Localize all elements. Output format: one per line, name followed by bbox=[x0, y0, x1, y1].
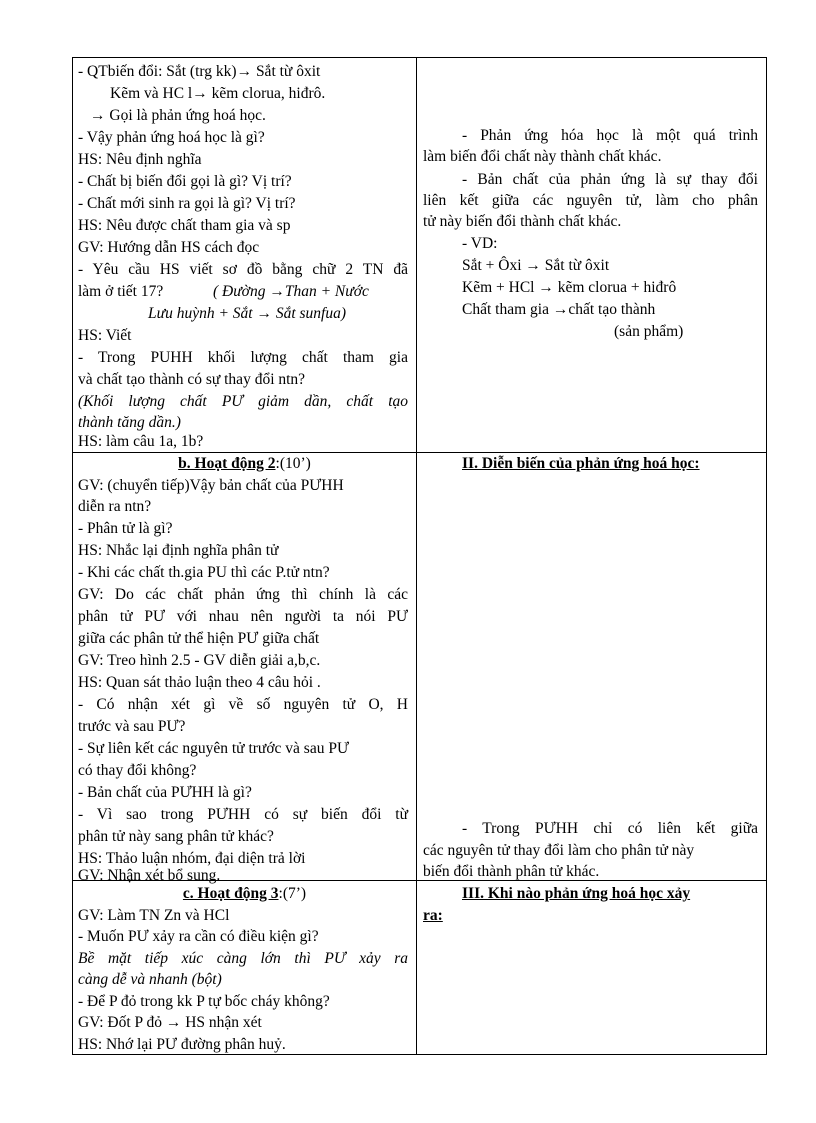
text-line: - Bản chất của phản ứng là sự thay đổi bbox=[462, 171, 758, 188]
text-line: - Trong PUHH khối lượng chất tham gia bbox=[78, 349, 408, 366]
text-line: - Có nhận xét gì về số nguyên tử O, H bbox=[78, 696, 408, 713]
text-line: - Chất bị biến đổi gọi là gì? Vị trí? bbox=[78, 173, 292, 190]
text-line: GV: (chuyển tiếp)Vậy bản chất của PƯHH bbox=[78, 477, 344, 494]
text-line: - VD: bbox=[462, 235, 498, 252]
text-line: Chất tham gia →chất tạo thành bbox=[462, 301, 656, 318]
text-line: tử này biến đổi thành chất khác. bbox=[423, 213, 622, 230]
text-line: Bề mặt tiếp xúc càng lớn thì PƯ xảy ra bbox=[78, 950, 408, 967]
text-line: phân tử PƯ với nhau nên người ta nói PƯ bbox=[78, 608, 408, 625]
text-line: thành tăng dần.) bbox=[78, 414, 181, 431]
section-2-heading: II. Diễn biến của phản ứng hoá học: bbox=[462, 455, 700, 472]
text-line: các nguyên tử thay đổi làm cho phân tử này bbox=[423, 842, 695, 859]
text-line: và chất tạo thành có sự thay đổi ntn? bbox=[78, 371, 306, 388]
text-line: GV: Hướng dẫn HS cách đọc bbox=[78, 239, 260, 256]
activity-3-heading bbox=[72, 884, 417, 904]
text-line: Kẽm + HCl → kẽm clorua + hiđrô bbox=[462, 279, 677, 296]
text-line: HS: Viết bbox=[78, 327, 132, 344]
activity-time: :(7’) bbox=[278, 885, 307, 902]
text-line: liên kết giữa các nguyên tử, làm cho phân bbox=[423, 192, 758, 209]
text-line: - Bản chất của PƯHH là gì? bbox=[78, 784, 252, 801]
text-line: - Để P đỏ trong kk P tự bốc cháy không? bbox=[78, 993, 330, 1010]
text-line: - Vì sao trong PƯHH có sự biến đổi từ bbox=[78, 806, 408, 823]
text-line: làm biến đổi chất này thành chất khác. bbox=[423, 148, 662, 165]
text-line: HS: Thảo luận nhóm, đại diện trả lời bbox=[78, 850, 306, 867]
text-line: - Trong PƯHH chỉ có liên kết giữa bbox=[462, 820, 758, 837]
section-3-heading-cont: ra: bbox=[423, 907, 443, 924]
text-line: ( Đường →Than + Nước bbox=[213, 283, 369, 300]
text-line: HS: làm câu 1a, 1b? bbox=[78, 433, 204, 450]
text-line: diễn ra ntn? bbox=[78, 498, 152, 515]
text-line: HS: Quan sát thảo luận theo 4 câu hỏi . bbox=[78, 674, 321, 691]
text-line: GV: Đốt P đỏ → HS nhận xét bbox=[78, 1014, 262, 1031]
text-line: có thay đổi không? bbox=[78, 762, 197, 779]
text-line: GV: Treo hình 2.5 - GV diễn giải a,b,c. bbox=[78, 652, 321, 669]
text-line: - Phân tử là gì? bbox=[78, 520, 173, 537]
section-3-heading: III. Khi nào phản ứng hoá học xảy bbox=[462, 885, 691, 902]
text-line: - Khi các chất th.gia PU thì các P.tử ntn? bbox=[78, 564, 330, 581]
text-line: - Chất mới sinh ra gọi là gì? Vị trí? bbox=[78, 195, 296, 212]
text-line: Sắt + Ôxi → Sắt từ ôxit bbox=[462, 257, 610, 274]
text-line: (sản phẩm) bbox=[614, 323, 684, 340]
text-line: GV: Làm TN Zn và HCl bbox=[78, 907, 230, 924]
text-line: làm ở tiết 17? bbox=[78, 283, 164, 300]
text-line: - Phản ứng hóa học là một quá trình bbox=[462, 127, 758, 144]
text-line: - Muốn PƯ xảy ra cần có điều kiện gì? bbox=[78, 928, 319, 945]
activity-time: :(10’) bbox=[275, 455, 311, 472]
text-line: HS: Nhắc lại định nghĩa phân tử bbox=[78, 542, 279, 559]
text-line: càng dễ và nhanh (bột) bbox=[78, 971, 222, 988]
text-line: giữa các phân tử thể hiện PƯ giữa chất bbox=[78, 630, 320, 647]
text-line: trước và sau PƯ? bbox=[78, 718, 186, 735]
text-line: (Khối lượng chất PƯ giảm dần, chất tạo bbox=[78, 393, 408, 410]
text-line: biến đổi thành phân tử khác. bbox=[423, 863, 600, 880]
text-line: HS: Nêu được chất tham gia và sp bbox=[78, 217, 291, 234]
text-line: - QTbiến đổi: Sắt (trg kk)→ Sắt từ ôxit bbox=[78, 63, 321, 80]
text-line: Kẽm và HC l→ kẽm clorua, hiđrô. bbox=[110, 85, 326, 102]
text-line: HS: Nhớ lại PƯ đường phân huỷ. bbox=[78, 1036, 286, 1053]
text-line: → Gọi là phản ứng hoá học. bbox=[90, 107, 266, 124]
text-line: GV: Do các chất phản ứng thì chính là các bbox=[78, 586, 408, 603]
text-line: - Vậy phản ứng hoá học là gì? bbox=[78, 129, 265, 146]
activity-title: b. Hoạt động 2 bbox=[178, 455, 276, 472]
text-line: Lưu huỳnh + Sắt → Sắt sunfua) bbox=[148, 305, 347, 322]
text-line: GV: Nhận xét bổ sung. bbox=[78, 867, 221, 884]
activity-title: c. Hoạt động 3 bbox=[182, 885, 279, 902]
activity-2-heading bbox=[72, 454, 417, 474]
text-line: - Yêu cầu HS viết sơ đồ bằng chữ 2 TN đã bbox=[78, 261, 408, 278]
text-line: HS: Nêu định nghĩa bbox=[78, 151, 202, 168]
text-line: - Sự liên kết các nguyên tử trước và sau PƯ bbox=[78, 740, 349, 757]
text-line: phân tử này sang phân tử khác? bbox=[78, 828, 274, 845]
